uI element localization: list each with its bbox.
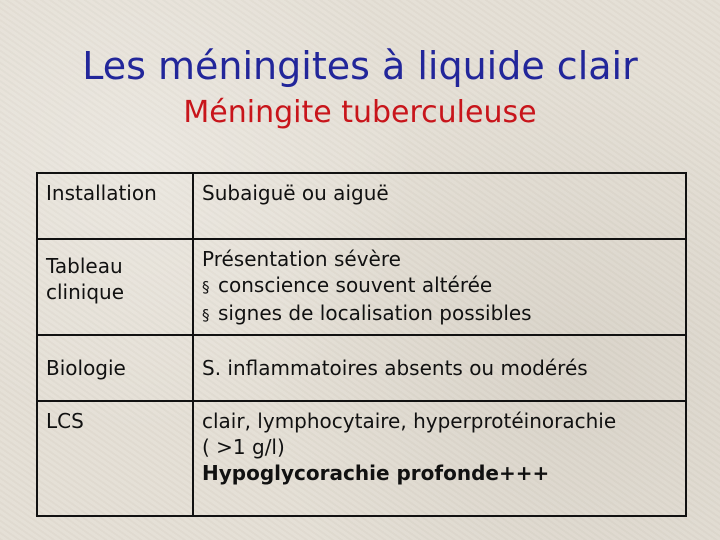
row-label-line: Tableau (46, 254, 123, 278)
row-value-line: clair, lymphocytaire, hyperprotéinorachie (202, 409, 617, 433)
row-value-tableau-clinique (193, 239, 686, 335)
row-value-emphasis: Hypoglycorachie profonde+++ (202, 461, 550, 485)
row-value-biologie: S. inflammatoires absents ou modérés (193, 335, 686, 401)
table-row-installation (37, 173, 686, 239)
slide-title: Les méningites à liquide clair (82, 44, 638, 88)
list-item (202, 272, 677, 300)
table-row-biologie (37, 335, 686, 401)
list-item-text: signes de localisation possibles (218, 301, 532, 325)
row-value-lcs (193, 401, 686, 516)
row-value-installation: Subaiguë ou aiguë (193, 173, 686, 239)
row-label-lcs: LCS (37, 401, 193, 516)
row-value-heading: Présentation sévère (202, 247, 401, 271)
row-label-tableau-clinique (37, 239, 193, 335)
list-item (202, 300, 677, 328)
row-label-biologie: Biologie (37, 335, 193, 401)
row-label-line: clinique (46, 280, 125, 304)
bullet-icon: § (202, 306, 210, 324)
bullet-icon: § (202, 278, 210, 296)
row-label-installation: Installation (37, 173, 193, 239)
slide-subtitle: Méningite tuberculeuse (183, 95, 537, 130)
table-row-tableau-clinique (37, 239, 686, 335)
info-table (36, 172, 687, 517)
table-row-lcs (37, 401, 686, 516)
list-item-text: conscience souvent altérée (218, 273, 493, 297)
row-value-line: ( >1 g/l) (202, 435, 285, 459)
